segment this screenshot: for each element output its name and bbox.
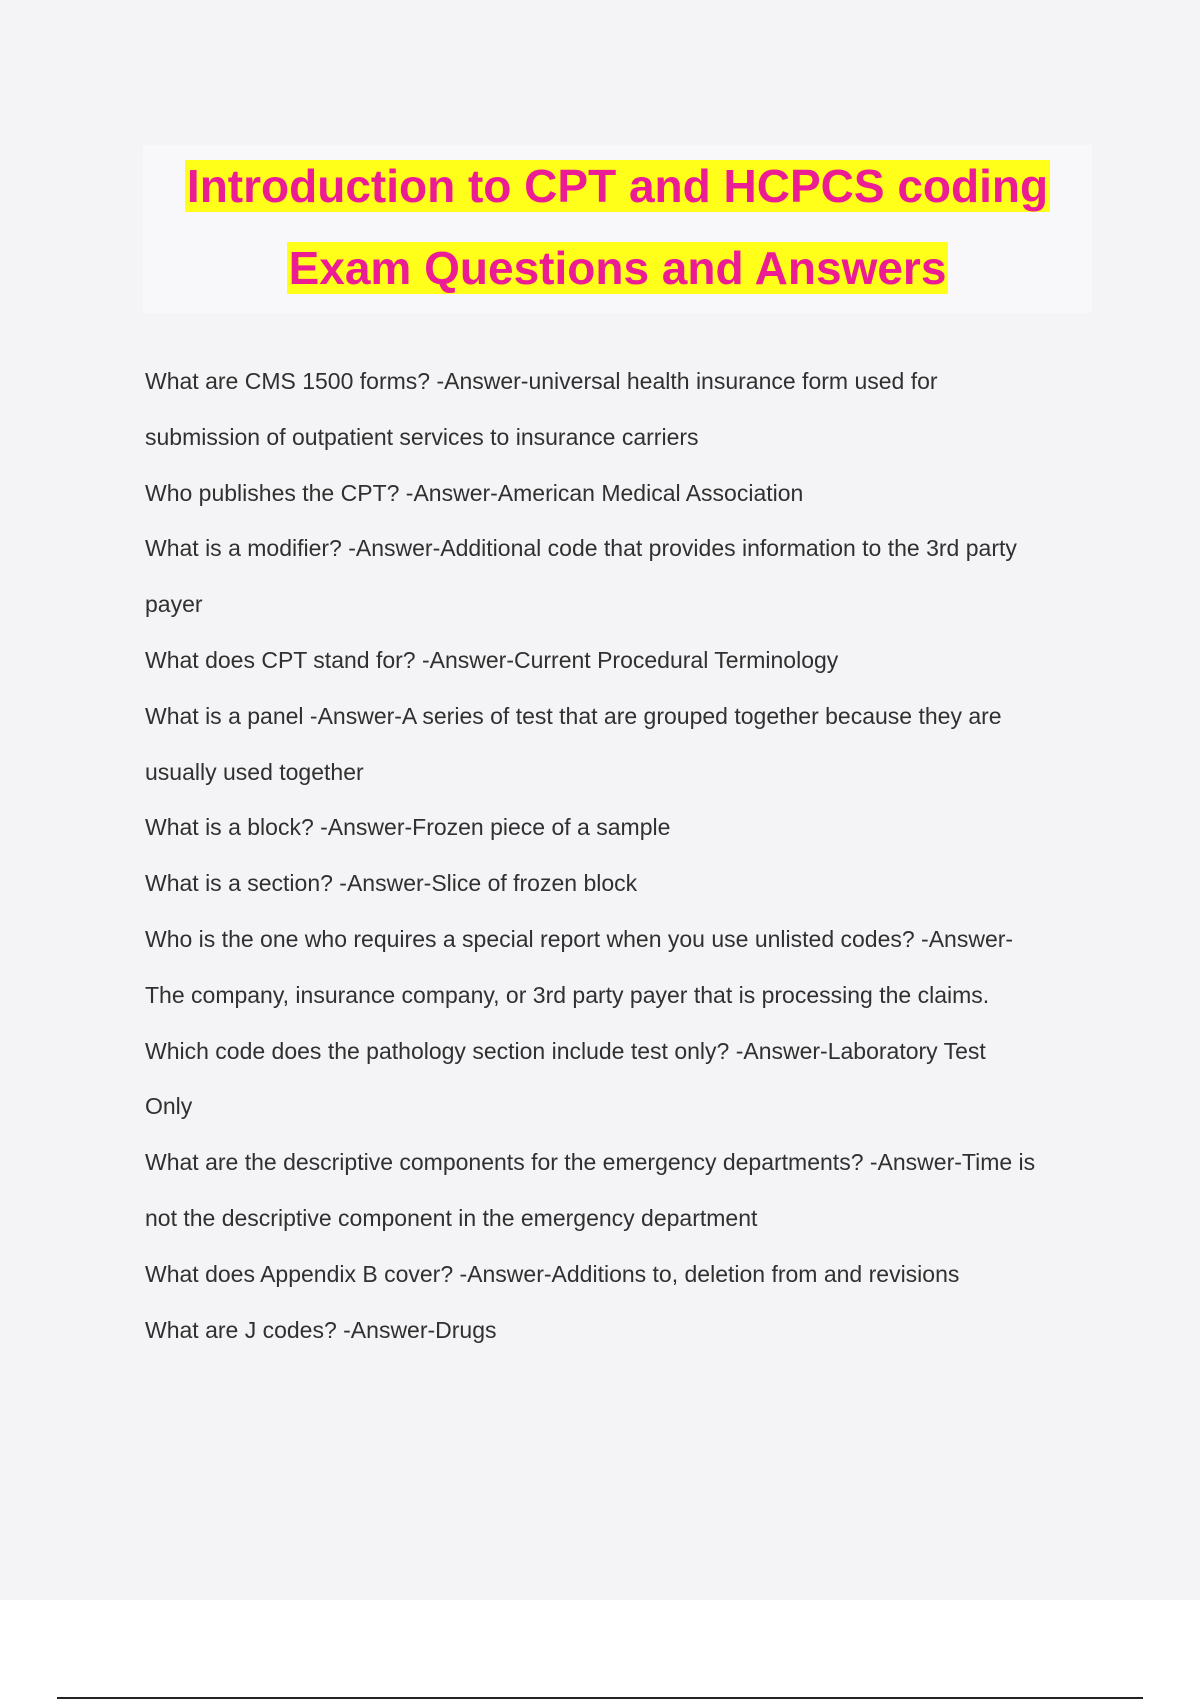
text-line: What is a block? -Answer-Frozen piece of a sample xyxy=(145,814,671,841)
text-line: What does CPT stand for? -Answer-Current Procedural Terminology xyxy=(145,646,839,673)
text-line: What is a section? -Answer-Slice of frozen block xyxy=(145,870,638,897)
text-line: Which code does the pathology section include test only? -Answer-Laboratory Test xyxy=(145,1037,986,1064)
text-line: What are J codes? -Answer-Drugs xyxy=(145,1316,497,1343)
title-highlight-2: Exam Questions and Answers xyxy=(288,242,947,294)
text-line: What is a panel -Answer-A series of test that are grouped together because they are xyxy=(145,702,1002,729)
text-line: not the descriptive component in the emergency department xyxy=(145,1204,758,1231)
text-line: What are CMS 1500 forms? -Answer-universal health insurance form used for xyxy=(145,368,938,394)
text-line: What are the descriptive components for the emergency departments? -Answer-Time is xyxy=(145,1149,1036,1176)
text-line: usually used together xyxy=(145,758,364,785)
text-line: Who is the one who requires a special report when you use unlisted codes? -Answer- xyxy=(145,925,1014,952)
title-highlight-1: Introduction to CPT and HCPCS coding xyxy=(186,160,1049,212)
title-line-2 xyxy=(143,227,1092,309)
text-line: Only xyxy=(145,1093,193,1120)
title-line-1 xyxy=(143,145,1092,227)
text-line: The company, insurance company, or 3rd party payer that is processing the claims. xyxy=(145,981,990,1008)
text-line: Who publishes the CPT? -Answer-American Medical Association xyxy=(145,479,804,506)
text-line: What is a modifier? -Answer-Additional code that provides information to the 3rd party xyxy=(145,535,1017,562)
page-bottom-divider xyxy=(57,1697,1143,1699)
title-block xyxy=(143,145,1092,313)
text-line: payer xyxy=(145,591,203,618)
text-line: What does Appendix B cover? -Answer-Additions to, deletion from and revisions xyxy=(145,1260,960,1287)
text-line: submission of outpatient services to insurance carriers xyxy=(145,423,699,450)
qa-content xyxy=(145,354,1095,1358)
